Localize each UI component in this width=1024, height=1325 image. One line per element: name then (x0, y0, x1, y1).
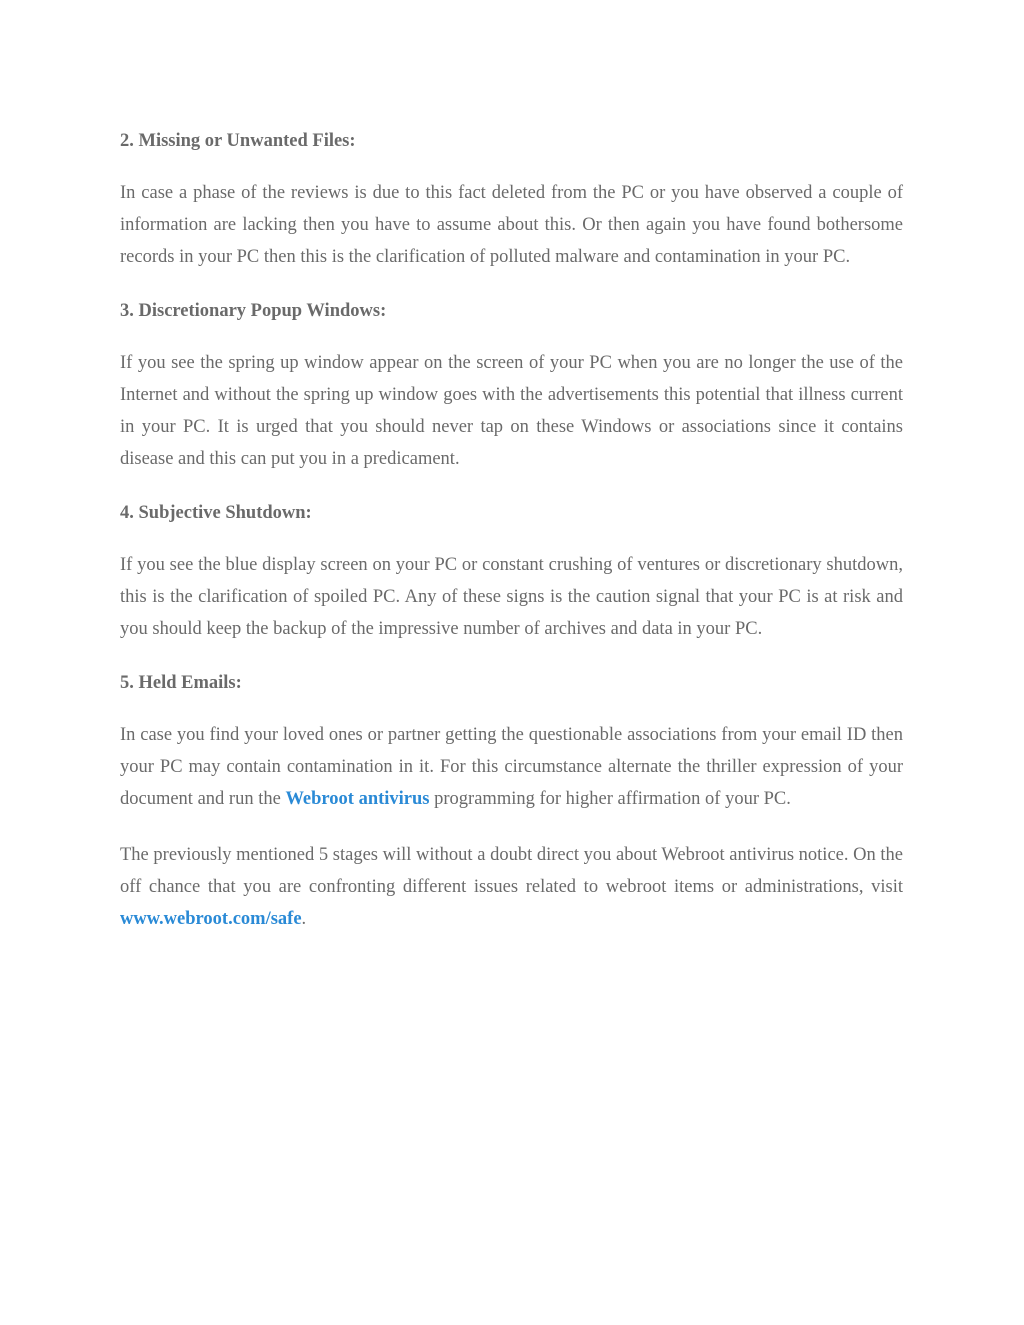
section-text-held-emails (120, 719, 903, 815)
held-emails-text-before: In case you find your loved ones or partner getting the questionable associations from your email ID then your PC may contain contamination in it. For this circumstance alternate the thriller expression of your document and run the (120, 725, 903, 809)
document-body (120, 127, 903, 935)
section-heading-popup-windows: 3. Discretionary Popup Windows: (120, 301, 387, 321)
closing-text-after: . (301, 909, 307, 929)
held-emails-text-after: programming for higher affirmation of your PC. (429, 789, 791, 809)
section-heading-held-emails: 5. Held Emails: (120, 673, 242, 693)
section-heading-shutdown: 4. Subjective Shutdown: (120, 503, 312, 523)
webroot-safe-link[interactable]: www.webroot.com/safe (120, 909, 302, 929)
closing-paragraph (120, 839, 903, 935)
section-text-popup-windows: If you see the spring up window appear on the screen of your PC when you are no longer the use of the Internet and without the spring up window goes with the advertisements this potential that illness current in your PC. It is urged that you should never tap on these Windows or associations since it contains disease and this can put you in a predicament. (120, 353, 903, 469)
webroot-antivirus-link[interactable]: Webroot antivirus (285, 789, 430, 809)
section-heading-missing-files: 2. Missing or Unwanted Files: (120, 131, 356, 151)
closing-text-before: The previously mentioned 5 stages will without a doubt direct you about Webroot antivirus notice. On the off chance that you are confronting different issues related to webroot items or administrations, visit (120, 845, 903, 897)
section-text-missing-files: In case a phase of the reviews is due to this fact deleted from the PC or you have observed a couple of information are lacking then you have to assume about this. Or then again you have found bothersome records in your PC then this is the clarification of polluted malware and contamination in your PC. (120, 183, 903, 267)
section-text-shutdown: If you see the blue display screen on your PC or constant crushing of ventures or discretionary shutdown, this is the clarification of spoiled PC. Any of these signs is the caution signal that your PC is at risk and you should keep the backup of the impressive number of archives and data in your PC. (120, 555, 903, 639)
